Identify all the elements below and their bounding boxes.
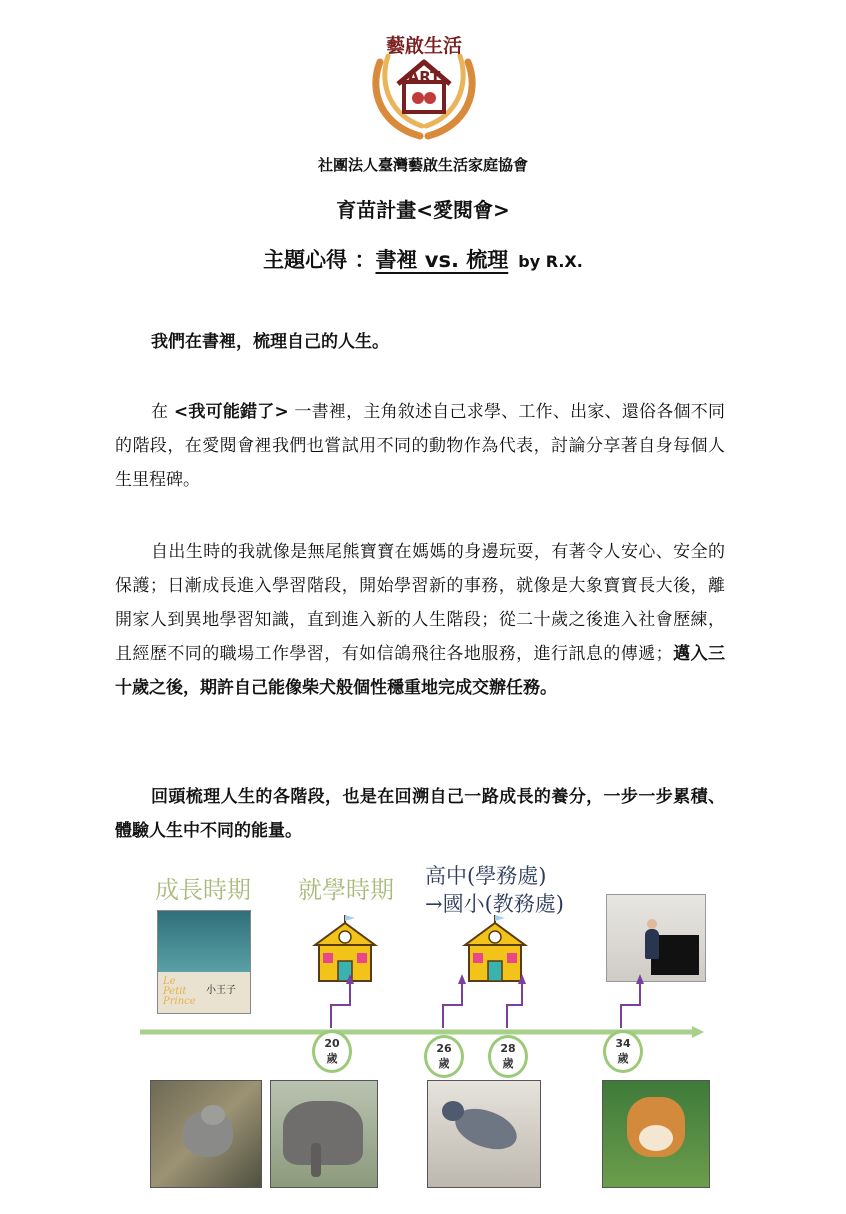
logo-art-text: ART [407, 68, 441, 86]
shiba-inu-photo [602, 1080, 710, 1188]
label-school-period: 就學時期 [298, 876, 394, 904]
association-logo [362, 22, 486, 146]
life-timeline-figure [0, 860, 846, 1200]
age-marker-28 [488, 1035, 528, 1078]
label-growth-period: 成長時期 [155, 876, 251, 904]
paragraph-reflection: 回頭梳理人生的各階段，也是在回溯自己一路成長的養分，一步一步累積、體驗人生中不同的能量。 [115, 787, 725, 841]
age-marker-28-num: 28 [500, 1042, 516, 1055]
timeline-axis [0, 970, 846, 1080]
project-title: 育苗計畫<愛閱會> [336, 198, 510, 222]
organization-name: 社團法人臺灣藝啟生活家庭協會 [317, 156, 528, 174]
book-cover-fr-2: Petit [163, 986, 187, 997]
age-marker-20-num: 20 [324, 1037, 340, 1050]
theme-author: by R.X. [518, 252, 583, 271]
paragraph-animals-bold: 邁入三十歲之後，期許自己能像柴犬般個性穩重地完成交辦任務。 [115, 644, 726, 698]
paragraph-book [115, 395, 725, 497]
logo-lettering: 藝啟生活 [385, 35, 463, 57]
book-cover-fr-3: Prince [163, 996, 196, 1007]
theme-prefix: 主題心得 ： [263, 248, 376, 272]
paragraph-animals [115, 535, 725, 705]
baby-elephant-photo [270, 1080, 378, 1188]
paragraph-book-lead: 在 [151, 402, 174, 422]
paragraph-intro: 我們在書裡，梳理自己的人生。 [151, 332, 389, 352]
piano-performance-photo [606, 894, 706, 982]
age-marker-34 [603, 1030, 643, 1073]
label-work-line1: 高中(學務處) [425, 864, 547, 888]
label-work-line2: →國小(教務處) [425, 892, 564, 916]
koala-photo [150, 1080, 262, 1188]
age-marker-28-unit: 歲 [502, 1057, 514, 1070]
book-title: <我可能錯了> [173, 402, 289, 422]
book-cover-fr-1: Le [163, 976, 176, 987]
theme-title: 書裡 vs. 梳理 [375, 248, 509, 272]
paragraph-animals-text: 自出生時的我就像是無尾熊寶寶在媽媽的身邊玩耍，有著令人安心、安全的保護；日漸成長進入學習階段，開始學習新的事務，就像是大象寶寶長大後，離開家人到異地學習知識，直到進入新的人生階段；從二十歲之後進入社會歷練，且經歷不同的職場工作學習，有如信鴿飛往各地服務，進行訊息的傳遞； [115, 542, 725, 664]
theme-heading [0, 244, 846, 274]
age-marker-26-unit: 歲 [438, 1057, 450, 1070]
pigeon-photo [427, 1080, 541, 1188]
label-work-period [425, 862, 564, 918]
age-marker-34-unit: 歲 [617, 1052, 629, 1065]
book-cover-cn: 小王子 [206, 985, 236, 996]
age-marker-20-unit: 歲 [326, 1052, 338, 1065]
age-marker-34-num: 34 [615, 1037, 631, 1050]
age-marker-26-num: 26 [436, 1042, 452, 1055]
paragraph-book-rest: 一書裡，主角敘述自己求學、工作、出家、還俗各個不同的階段，在愛閱會裡我們也嘗試用不同的動物作為代表，討論分享著自身每個人生里程碑。 [115, 402, 725, 490]
age-marker-26 [424, 1035, 464, 1078]
age-marker-20 [312, 1030, 352, 1073]
